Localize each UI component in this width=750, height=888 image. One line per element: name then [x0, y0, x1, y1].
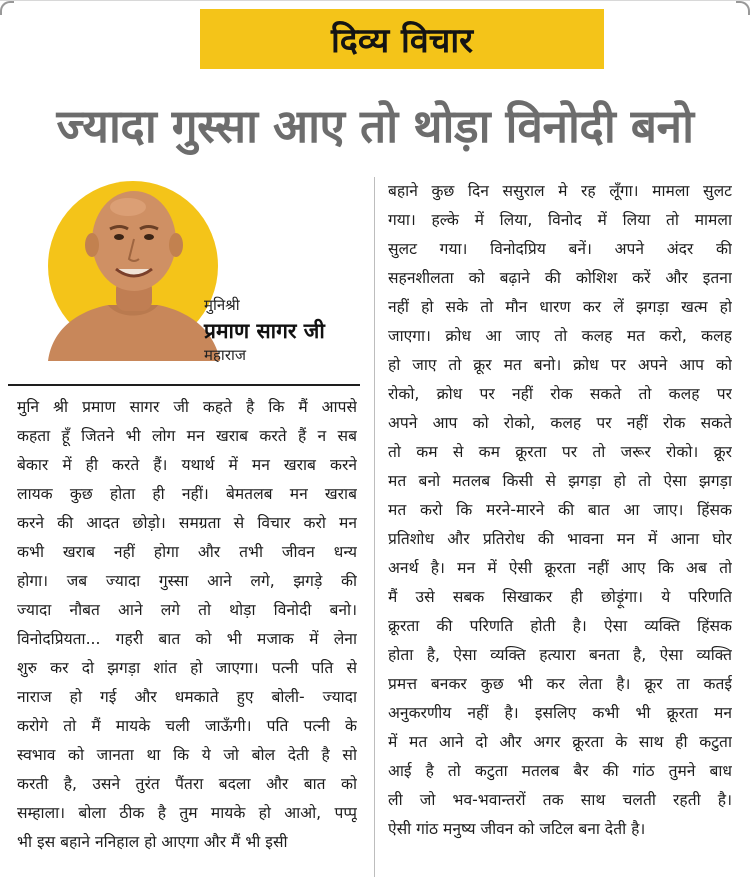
text-line: करती है, उसने तुरंत पैंतरा बदला और बात को: [17, 775, 357, 793]
text-line: ज्यादा नौबत आने लगे तो थोड़ा विनोदी बनो।: [17, 601, 357, 619]
text-line: कहता हूँ जितने भी लोग मन खराब करते हैं न सब: [17, 427, 357, 445]
text-line: सहनशीलता को बढ़ाने की कोशिश करें और इतना: [388, 269, 732, 287]
article-column-left: [17, 393, 357, 857]
text-line: हो जाए तो क्रूर मत बनो। क्रोध पर अपने आप को: [388, 356, 732, 374]
text-line: आई है तो कटुता मतलब बैर की गांठ तुमने बाध: [388, 762, 732, 780]
text-line: मत करो कि मरने-मारने की बात आ जाए। हिंसक: [388, 501, 732, 519]
text-line: ली जो भव-भवान्तरों तक साथ चलती रहती है।: [388, 791, 732, 809]
text-line: प्रतिशोध और प्रतिरोध की भावना मन में आना घोर: [388, 530, 732, 548]
text-line: मुनि श्री प्रमाण सागर जी कहते है कि मैं आपसे: [17, 398, 357, 416]
text-line: नहीं हो सके तो मौन धारण कर लें झगड़ा खत्म हो: [388, 298, 732, 316]
text-line: तो कम से कम क्रूरता पर तो जरूर रोको। क्रूर: [388, 443, 732, 461]
text-line: कभी खराब नहीं होगा और तभी जीवन धन्य: [17, 543, 357, 561]
author-box: [30, 179, 370, 379]
text-line: जाएगा। क्रोध आ जाए तो कलह मत करो, कलह: [388, 327, 732, 345]
text-line: करने की आदत छोड़ो। समग्रता से विचार करो मन: [17, 514, 357, 532]
text-line: रोको, क्रोध पर नहीं रोक सकते तो कलह पर: [388, 385, 732, 403]
text-line: विनोदप्रियता... गहरी बात को भी मजाक में लेना: [17, 630, 357, 648]
text-line: नाराज हो गई और धमकाते हुए बोली- ज्यादा: [17, 688, 357, 706]
text-line: ऐसी गांठ मनुष्य जीवन को जटिल बना देती है।: [388, 820, 646, 838]
author-divider: [8, 384, 360, 386]
text-line: अनुकरणीय नहीं है। इसलिए कभी भी क्रूरता मन: [388, 704, 732, 722]
text-line: भी इस बहाने ननिहाल हो आएगा और मैं भी इसी: [17, 833, 288, 851]
text-line: क्रूरता की परिणति होती है। ऐसा व्यक्ति हिंसक: [388, 617, 732, 635]
text-line: होता है, ऐसा व्यक्ति हत्यारा बनता है, ऐसा व्यक्ति: [388, 646, 732, 664]
text-line: होगा। जब ज्यादा गुस्सा आने लगे, झगड़े की: [17, 572, 357, 590]
author-label: मुनिश्री: [204, 296, 240, 314]
section-title: दिव्य विचार: [330, 21, 474, 61]
author-portrait: [38, 179, 228, 361]
article-headline: ज्यादा गुस्सा आए तो थोड़ा विनोदी बनो: [56, 99, 694, 153]
text-line: सुलट गया। विनोदप्रिय बनें। अपने अंदर की: [388, 240, 732, 258]
text-line: अनर्थ है। मन में ऐसी क्रूरता नहीं आए कि अब तो: [388, 559, 732, 577]
text-line: शुरु कर दो झगड़ा शांत हो जाएगा। पत्नी पति से: [17, 659, 357, 677]
text-line: स्वभाव को जानता था कि ये जो बोल देती है सो: [17, 746, 357, 764]
column-divider: [374, 177, 375, 877]
text-line: मैं उसे सबक सिखाकर ही छोड़ूंगा। ये परिणति: [388, 588, 732, 606]
text-line: करोगे तो मैं मायके चली जाऊँगी। पति पत्नी के: [17, 717, 357, 735]
text-line: प्रमत्त बनकर कुछ भी कर लेता है। क्रूर ता कतई: [388, 675, 732, 693]
text-line: लायक कुछ होता ही नहीं। बेमतलब मन खराब: [17, 485, 357, 503]
author-suffix: महाराज: [204, 346, 246, 364]
author-name: प्रमाण सागर जी: [204, 319, 325, 343]
article-column-right: [388, 177, 732, 844]
text-line: बहाने कुछ दिन ससुराल मे रह लूँगा। मामला सुलट: [388, 182, 732, 200]
text-line: अपने आप को रोको, कलह पर नहीं रोक सकते: [388, 414, 732, 432]
section-banner: [200, 9, 604, 69]
text-line: सम्हाला। बोला ठीक है तुम मायके हो आओ, पप्पू: [17, 804, 357, 822]
text-line: बेकार में ही करते हैं। यथार्थ में मन खराब करने: [17, 456, 357, 474]
text-line: गया। हल्के में लिया, विनोद में लिया तो मामला: [388, 211, 732, 229]
text-line: मत बनो मतलब किसी से झगड़ा हो तो ऐसा झगड़ा: [388, 472, 732, 490]
text-line: में मत आने दो और अगर क्रूरता के साथ ही कटुता: [388, 733, 732, 751]
